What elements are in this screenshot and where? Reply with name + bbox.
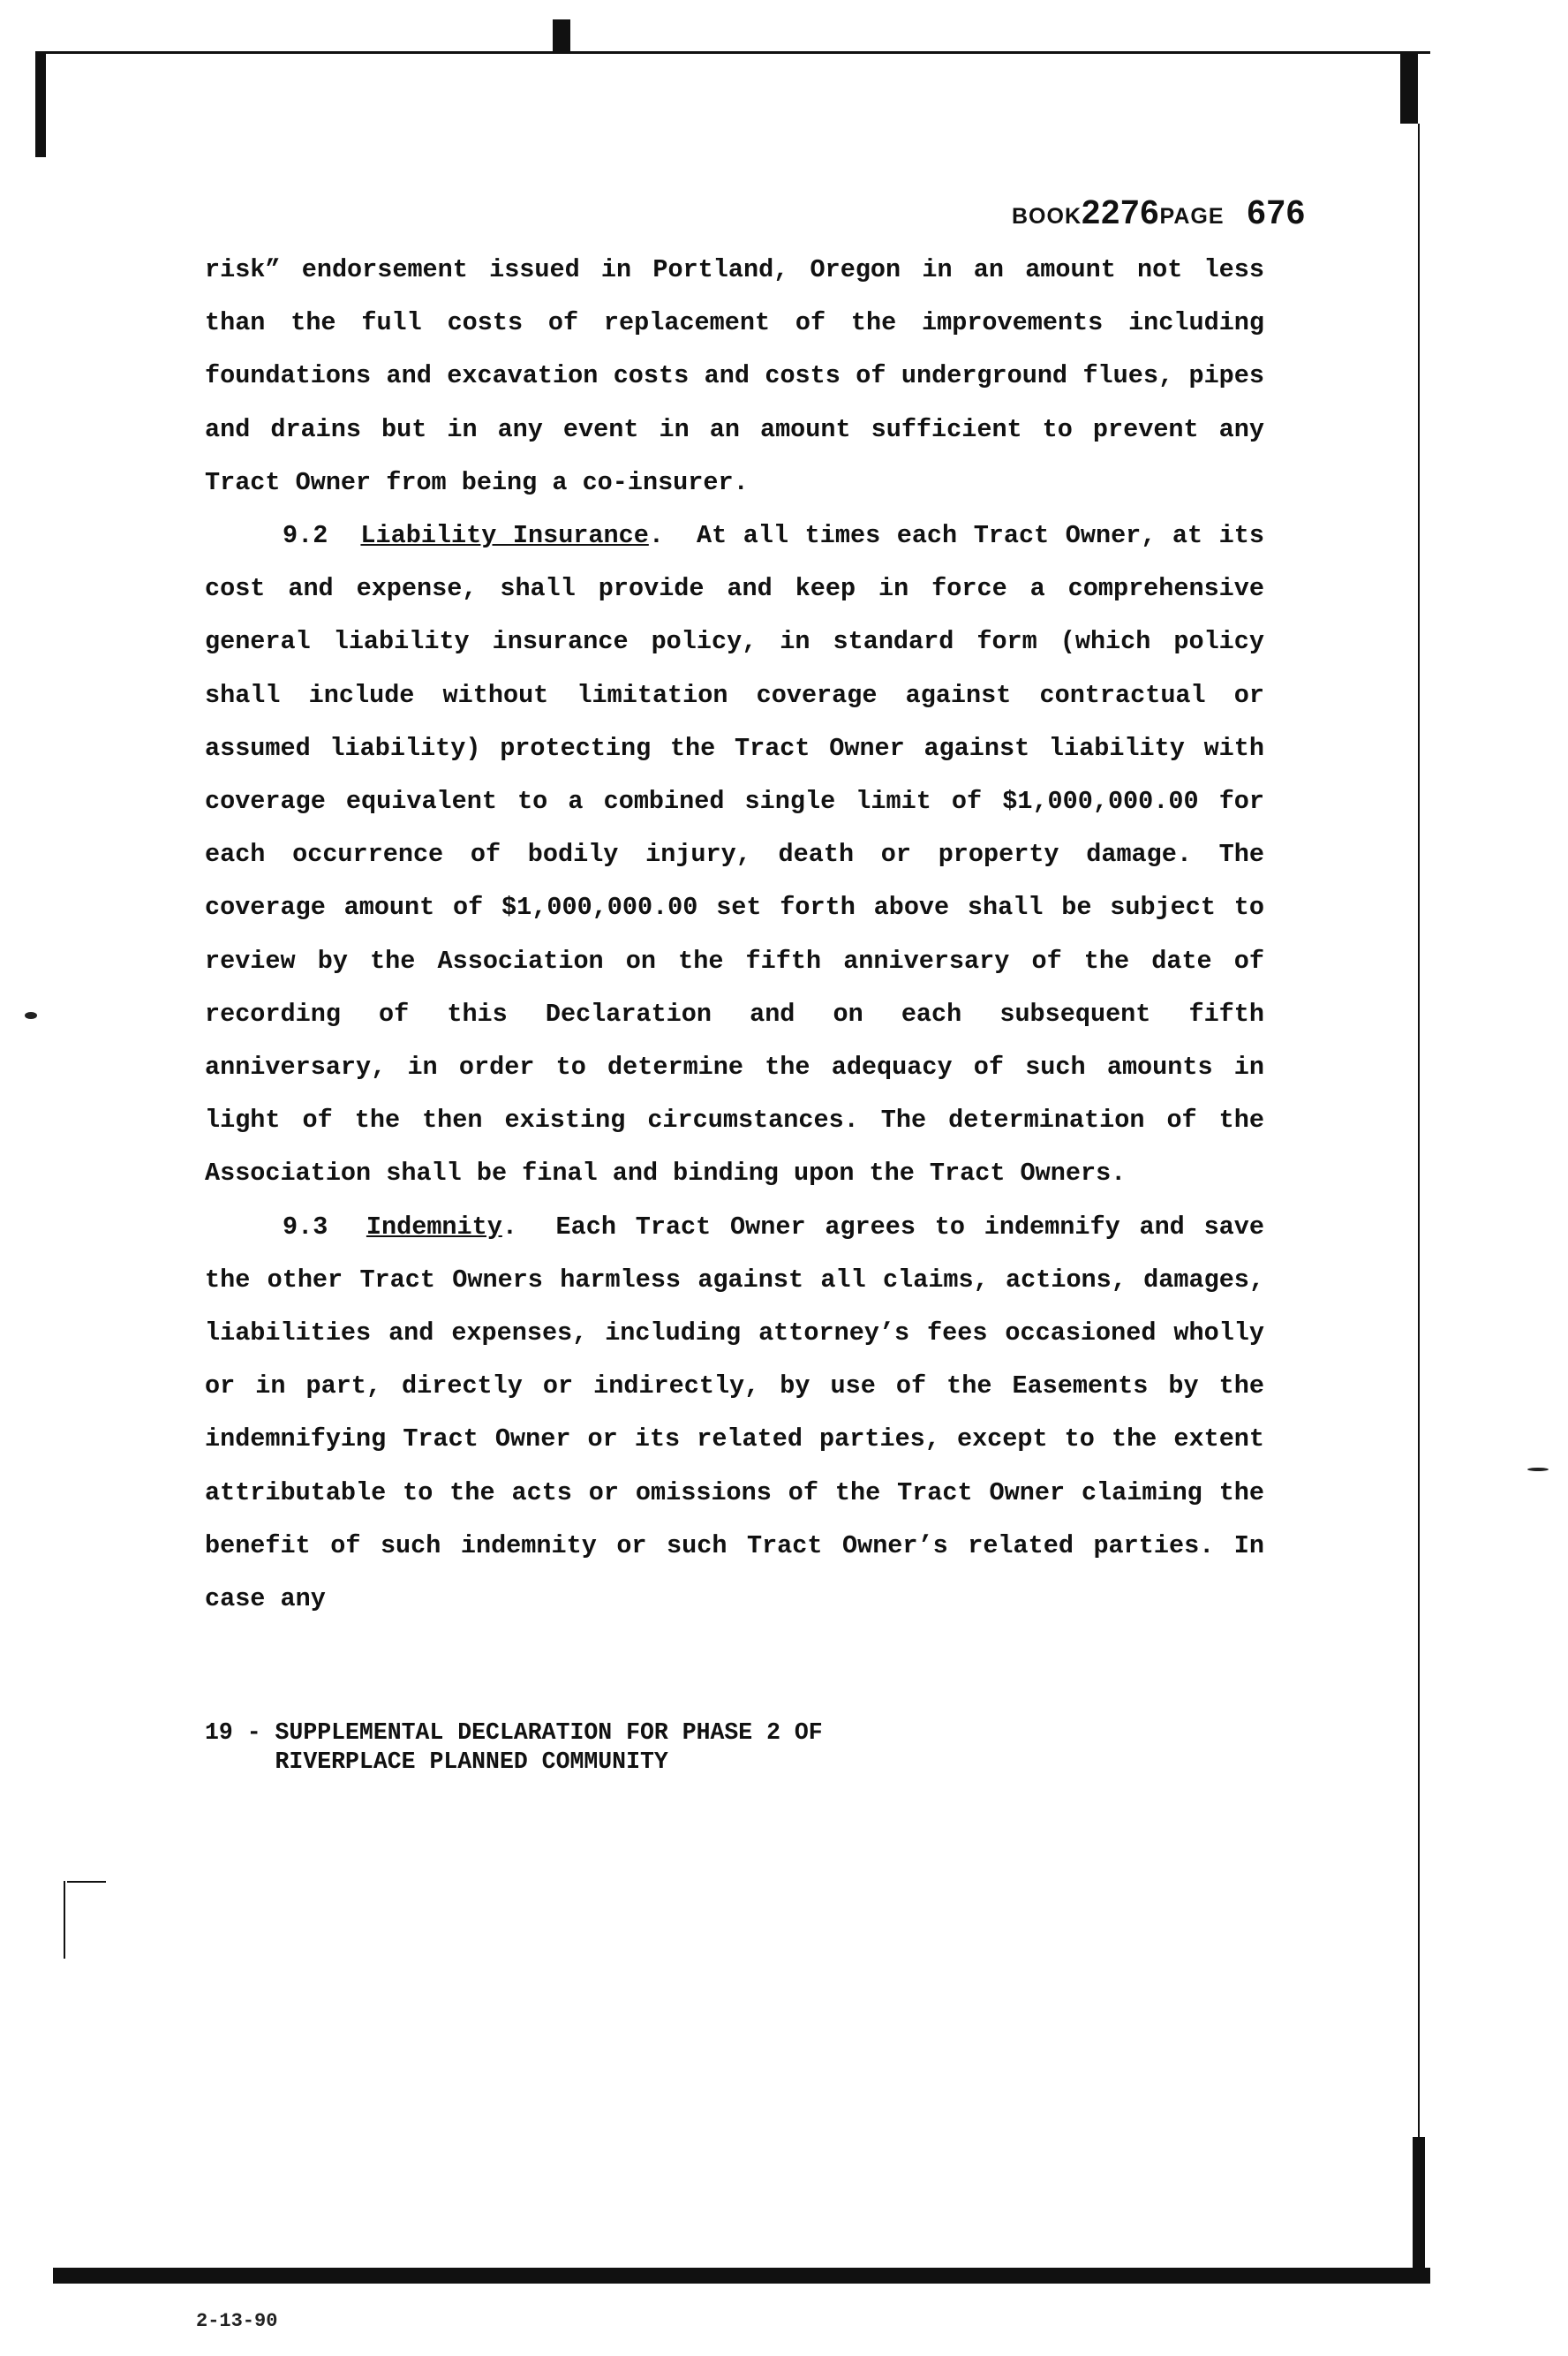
date-stamp: 2-13-90 xyxy=(196,2310,278,2332)
scan-smudge-top xyxy=(553,19,570,53)
scan-edge-right-thin xyxy=(1418,124,1420,2225)
scan-speck xyxy=(25,1012,37,1019)
scan-edge-bottom xyxy=(53,2268,1430,2284)
section-number: 9.3 xyxy=(283,1212,328,1242)
scan-edge-right xyxy=(1400,53,1418,124)
scan-speck xyxy=(1527,1468,1549,1471)
page-number: 676 xyxy=(1247,194,1306,231)
section-heading: Indemnity xyxy=(366,1212,502,1242)
book-page-header xyxy=(1012,194,1306,232)
section-9-3: 9.3 Indemnity. Each Tract Owner agrees to indemnify and save the other Tract Owners harmless against all claims, actions, damages, liabilities and expenses, including attorney’s fees occasioned wholly or in part, directly or indirectly, by use of the Easements by the indemnifying Tract Owner or its related parties, except to the extent attributable to the acts or omissions of the Tract Owner claiming the benefit of such indemnity or such Tract Owner’s related parties. In case any xyxy=(205,1212,1264,1614)
footer-line: RIVERPLACE PLANNED COMMUNITY xyxy=(205,1748,668,1775)
book-number: 2276 xyxy=(1082,194,1160,231)
page-label: PAGE xyxy=(1159,204,1225,229)
scan-edge-left xyxy=(35,51,46,157)
section-text: Each Tract Owner agrees to indemnify and save the other Tract Owners harmless against all claims, actions, damages, liabilities and expenses, including attorney’s fees occasioned wholly or in part, directly or indirectly, by use of the Easements by the indemnifying Tract Owner or its related parties, except to the extent attributable to the acts or omissions of the Tract Owner claiming the benefit of such indemnity or such Tract Owner’s related parties. In case any xyxy=(205,1212,1264,1614)
scan-edge-mid-left xyxy=(64,1881,65,1959)
section-9-2: 9.2 Liability Insurance. At all times each Tract Owner, at its cost and expense, shall provide and keep in force a comprehensive general liability insurance policy, in standard form (which policy shall include without limitation coverage against contractual or assumed liability) protecting the Tract Owner against liability with coverage equivalent to a combined single limit of $1,000,000.00 for each occurrence of bodily injury, death or property damage. The coverage amount of $1,000,000.00 set forth above shall be subject to review by the Association on the fifth anniversary of the date of recording of this Declaration and on each subsequent fifth anniversary, in order to determine the adequacy of such amounts in light of the then existing circumstances. The determination of the Association shall be final and binding upon the Tract Owners. xyxy=(205,521,1264,1189)
document-body xyxy=(205,244,1264,1626)
page-footer xyxy=(205,1718,823,1777)
section-text: At all times each Tract Owner, at its cost and expense, shall provide and keep in force a comprehensive general liability insurance policy, in standard form (which policy shall include without limitation coverage against contractual or assumed liability) protecting the Tract Owner against liability with coverage equivalent to a combined single limit of $1,000,000.00 for each occurrence of bodily injury, death or property damage. The coverage amount of $1,000,000.00 set forth above shall be subject to review by the Association on the fifth anniversary of the date of recording of this Declaration and on each subsequent fifth anniversary, in order to determine the adequacy of such amounts in light of the then existing circumstances. The determination of the Association shall be final and binding upon the Tract Owners. xyxy=(205,521,1264,1189)
section-number: 9.2 xyxy=(283,521,328,551)
section-heading: Liability Insurance xyxy=(360,521,649,551)
footer-line: 19 - SUPPLEMENTAL DECLARATION FOR PHASE 2 OF xyxy=(205,1719,823,1746)
continuation-paragraph: risk” endorsement issued in Portland, Oregon in an amount not less than the full costs of replacement of the improvements including foundations and excavation costs and costs of underground flues, pipes and drains but in any event in an amount sufficient to prevent any Tract Owner from being a co-insurer. xyxy=(205,255,1264,497)
scan-edge-bottom-right xyxy=(1413,2137,1425,2278)
scan-edge-top xyxy=(35,51,1430,54)
scan-edge-mid-rule xyxy=(67,1881,106,1883)
book-label: BOOK xyxy=(1012,204,1082,229)
